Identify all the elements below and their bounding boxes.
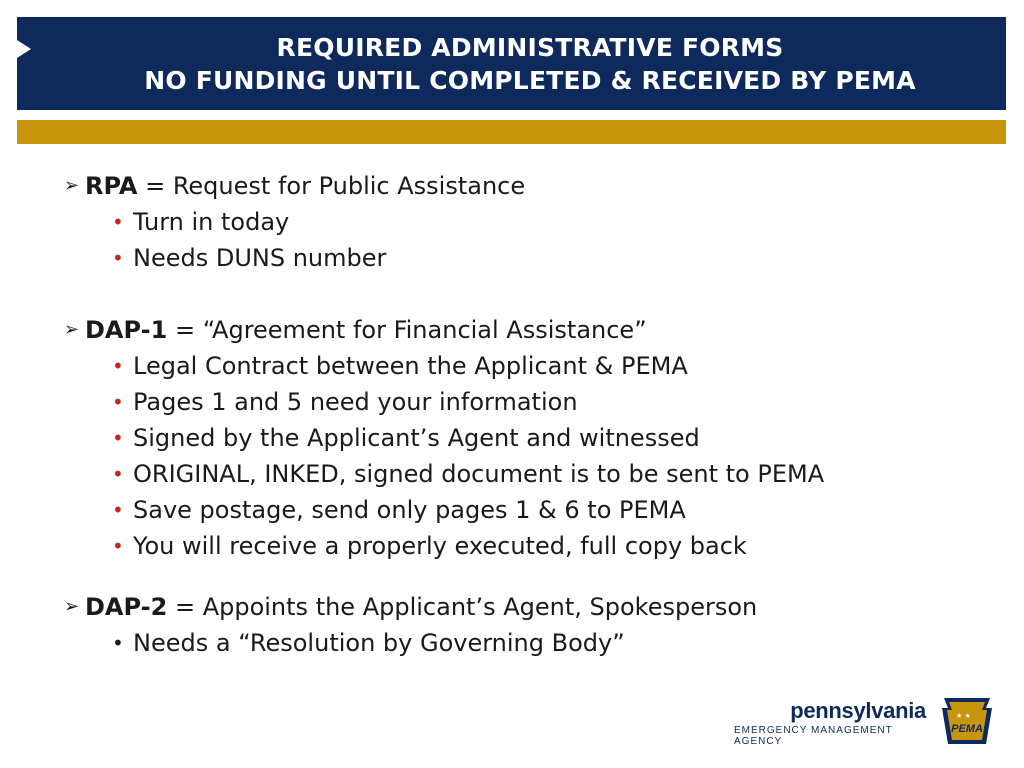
- desc-rpa: = Request for Public Assistance: [137, 172, 526, 200]
- item-text: Signed by the Applicant’s Agent and witnessed: [133, 424, 700, 452]
- pema-logo: [734, 696, 994, 746]
- list-item: [64, 348, 1004, 384]
- dot-bullet-icon: •: [112, 534, 124, 558]
- dot-bullet-icon: •: [112, 210, 124, 234]
- spacer: [64, 276, 1004, 312]
- term-dap-1: DAP-1: [85, 316, 168, 344]
- item-text: ORIGINAL, INKED, signed document is to be sent to PEMA: [133, 460, 825, 488]
- list-item: [64, 384, 1004, 420]
- slide-body: [64, 168, 1004, 661]
- list-item: [64, 456, 1004, 492]
- list-item: [64, 420, 1004, 456]
- arrow-bullet-icon: ➢: [64, 319, 80, 340]
- list-item: [64, 240, 1004, 276]
- title-line-2: NO FUNDING UNTIL COMPLETED & RECEIVED BY PEMA: [144, 66, 916, 95]
- bullet-dap-1: [64, 312, 1004, 348]
- arrow-bullet-icon: ➢: [64, 175, 80, 196]
- play-arrow-icon: [17, 40, 31, 58]
- list-item: [64, 528, 1004, 564]
- dot-bullet-icon: •: [112, 354, 124, 378]
- list-item: [64, 492, 1004, 528]
- term-dap-2: DAP-2: [85, 593, 168, 621]
- gold-divider: [17, 120, 1006, 144]
- item-text: Save postage, send only pages 1 & 6 to PEMA: [133, 496, 686, 524]
- item-text: Pages 1 and 5 need your information: [133, 388, 578, 416]
- slide-title: [60, 31, 1000, 97]
- bullet-rpa: [64, 168, 1004, 204]
- logo-badge-text: PEMA: [951, 723, 983, 735]
- item-text: Needs DUNS number: [133, 244, 387, 272]
- dot-bullet-icon: •: [112, 246, 124, 270]
- list-item: [64, 204, 1004, 240]
- desc-dap-1: = “Agreement for Financial Assistance”: [167, 316, 647, 344]
- arrow-bullet-icon: ➢: [64, 596, 80, 617]
- bullet-dap-2: [64, 589, 1004, 625]
- desc-dap-2: = Appoints the Applicant’s Agent, Spokesperson: [167, 593, 758, 621]
- dot-bullet-icon: •: [112, 390, 124, 414]
- item-text: You will receive a properly executed, full copy back: [133, 532, 747, 560]
- dot-bullet-icon: •: [112, 462, 124, 486]
- logo-wordmark: pennsylvania: [790, 698, 926, 723]
- dot-bullet-icon: •: [112, 631, 124, 655]
- item-text: Turn in today: [133, 208, 290, 236]
- dot-bullet-icon: •: [112, 426, 124, 450]
- title-line-1: REQUIRED ADMINISTRATIVE FORMS: [276, 33, 784, 62]
- list-item: [64, 625, 1004, 661]
- svg-text:★ ★: ★ ★: [956, 712, 971, 720]
- item-text: Needs a “Resolution by Governing Body”: [133, 629, 625, 657]
- spacer: [64, 564, 1004, 589]
- item-text: Legal Contract between the Applicant & PEMA: [133, 352, 688, 380]
- term-rpa: RPA: [85, 172, 138, 200]
- logo-subtitle: EMERGENCY MANAGEMENT AGENCY: [734, 725, 893, 747]
- dot-bullet-icon: •: [112, 498, 124, 522]
- keystone-icon: [940, 696, 994, 746]
